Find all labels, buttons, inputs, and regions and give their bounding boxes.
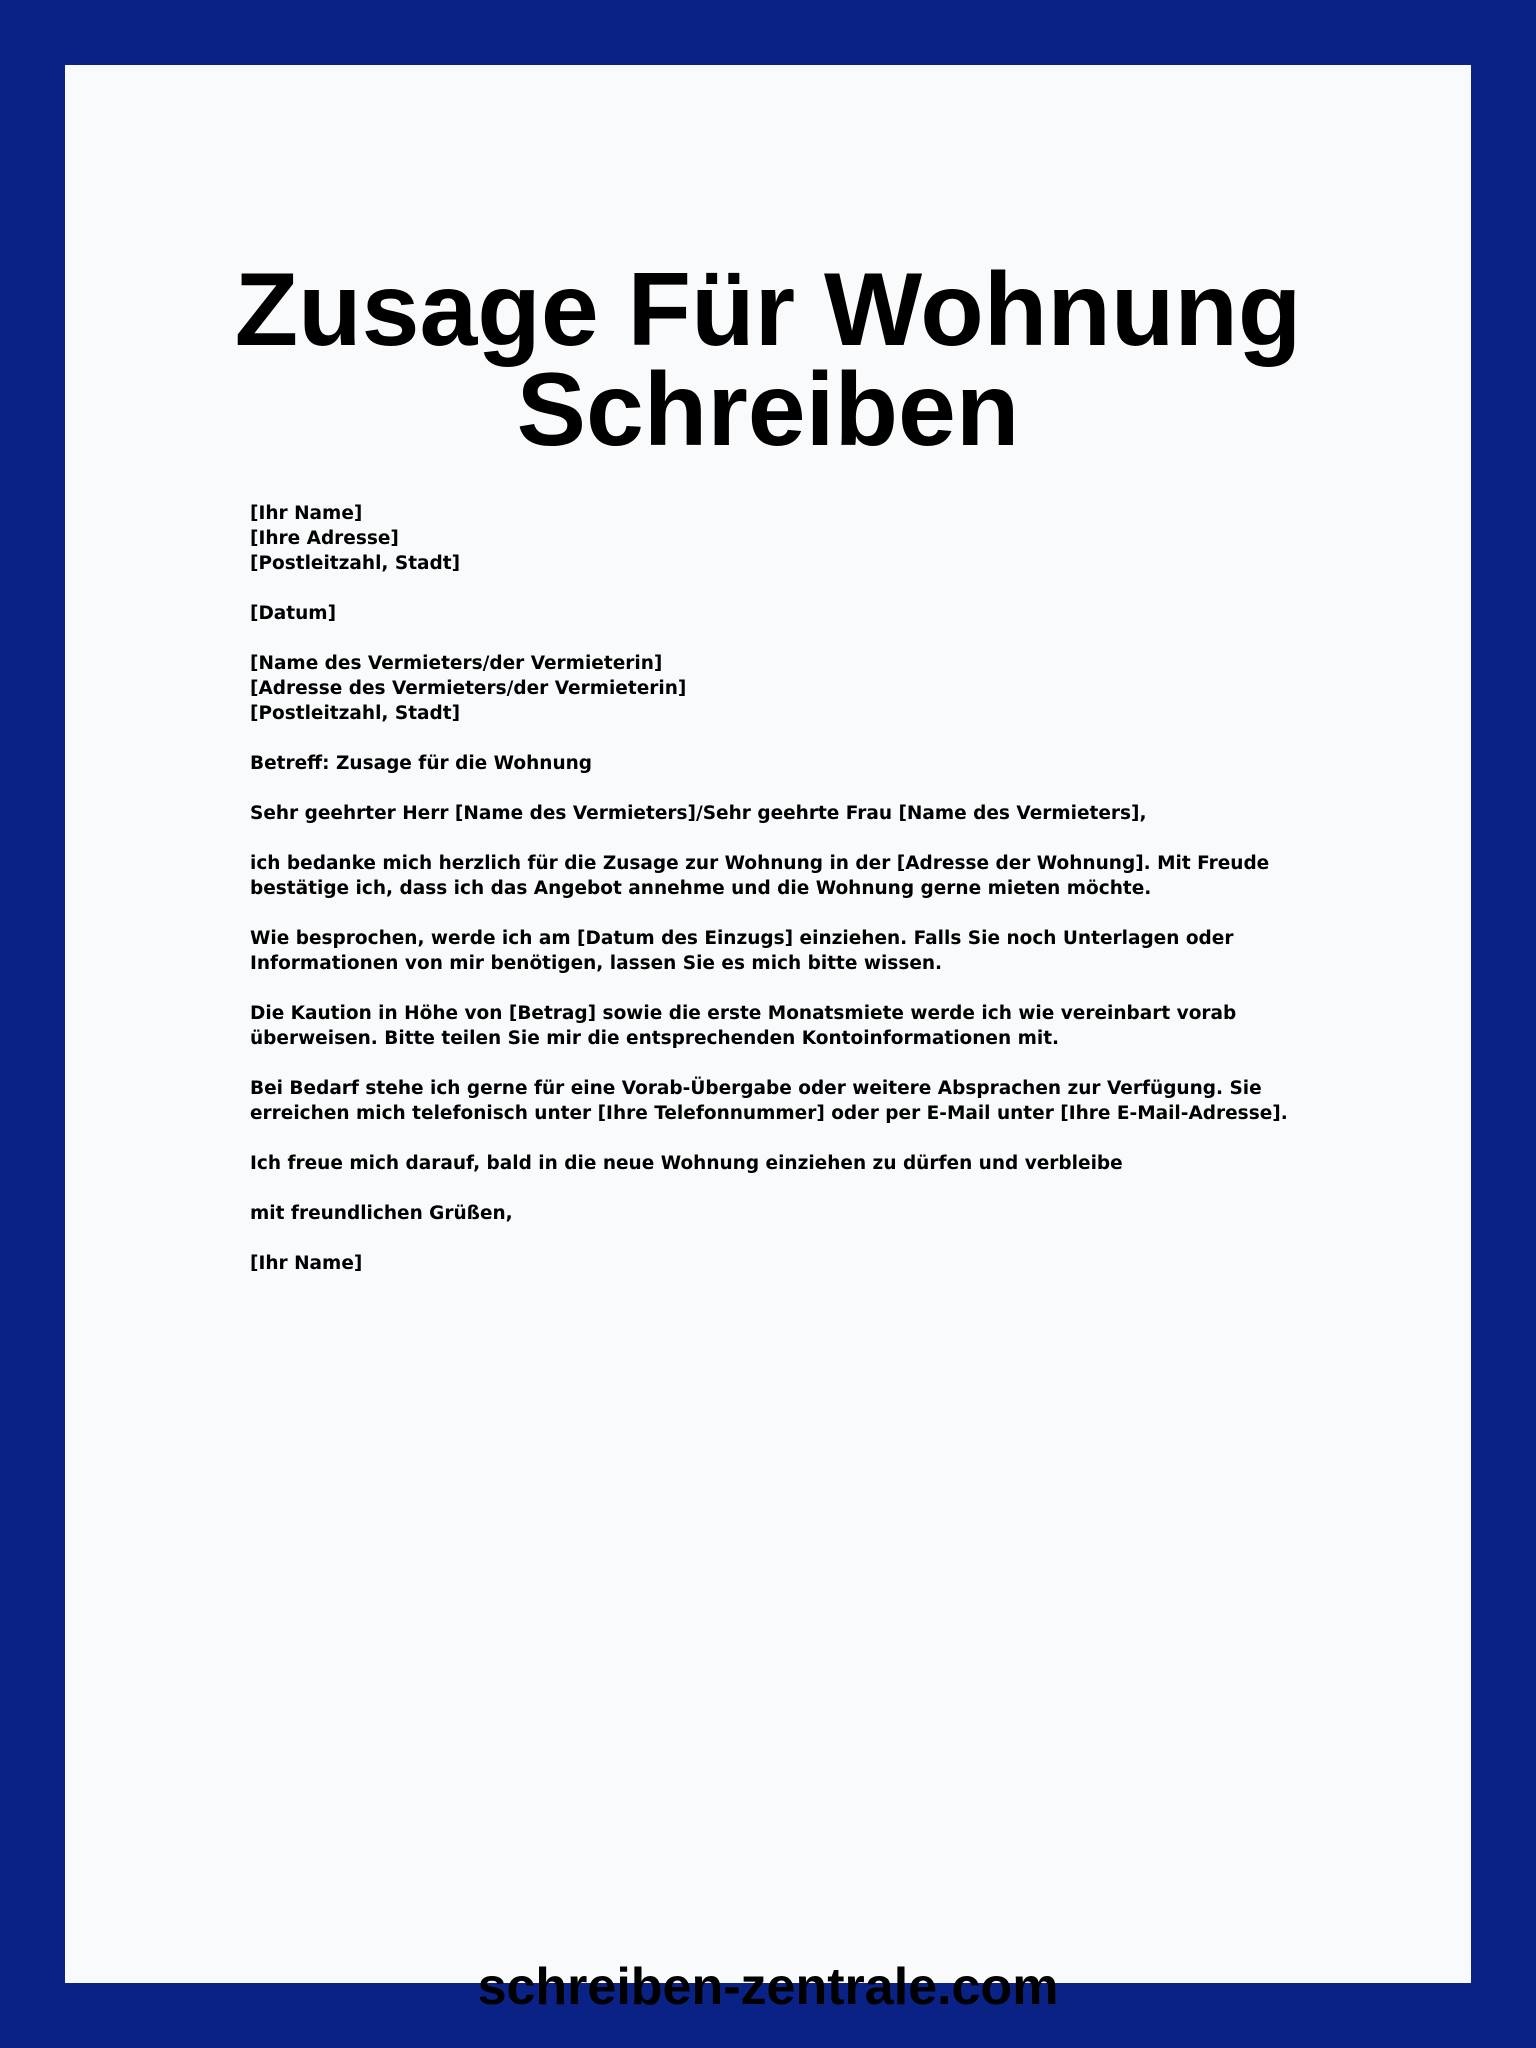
letter-date: [Datum] — [250, 603, 337, 624]
letter-salutation: Sehr geehrter Herr [Name des Vermieters]/Sehr geehrte Frau [Name des Vermieters], — [250, 803, 1147, 824]
letter-closing: mit freundlichen Grüßen, — [250, 1203, 513, 1224]
letter-paragraph: Die Kaution in Höhe von [Betrag] sowie die erste Monatsmiete werde ich wie vereinbart vorab überweisen. Bitte teilen Sie mir die entsprechenden Kontoinformationen mit. — [250, 1003, 1237, 1049]
site-footer: schreiben-zentrale.com — [477, 1958, 1059, 2016]
document-page — [65, 65, 1471, 2016]
letter-paragraph: Ich freue mich darauf, bald in die neue Wohnung einziehen zu dürfen und verbleibe — [250, 1153, 1123, 1174]
letter-signature: [Ihr Name] — [250, 1253, 363, 1274]
letter-paragraph: Wie besprochen, werde ich am [Datum des Einzugs] einziehen. Falls Sie noch Unterlagen oder Informationen von mir benötigen, lassen Sie es mich bitte wissen. — [250, 928, 1234, 974]
letter-paragraph: ich bedanke mich herzlich für die Zusage zur Wohnung in der [Adresse der Wohnung]. Mit Freude bestätige ich, dass ich das Angebot annehme und die Wohnung gerne mieten möchte. — [250, 853, 1270, 899]
letter-paragraph: Bei Bedarf stehe ich gerne für eine Vorab-Übergabe oder weitere Absprachen zur Verfügung. Sie erreichen mich telefonisch unter [Ihre Telefonnummer] oder per E-Mail unter [Ihre E-Mail-Adresse]. — [250, 1078, 1288, 1124]
letter-body — [250, 501, 1350, 1301]
page-title: Zusage Für Wohnung Schreiben — [234, 252, 1302, 468]
recipient-address-block: [Name des Vermieters/der Vermieterin] [Adresse des Vermieters/der Vermieterin] [Postleitzahl, Stadt] — [250, 653, 687, 724]
sender-address-block: [Ihr Name] [Ihre Adresse] [Postleitzahl, Stadt] — [250, 503, 461, 574]
letter-subject: Betreff: Zusage für die Wohnung — [250, 753, 593, 774]
